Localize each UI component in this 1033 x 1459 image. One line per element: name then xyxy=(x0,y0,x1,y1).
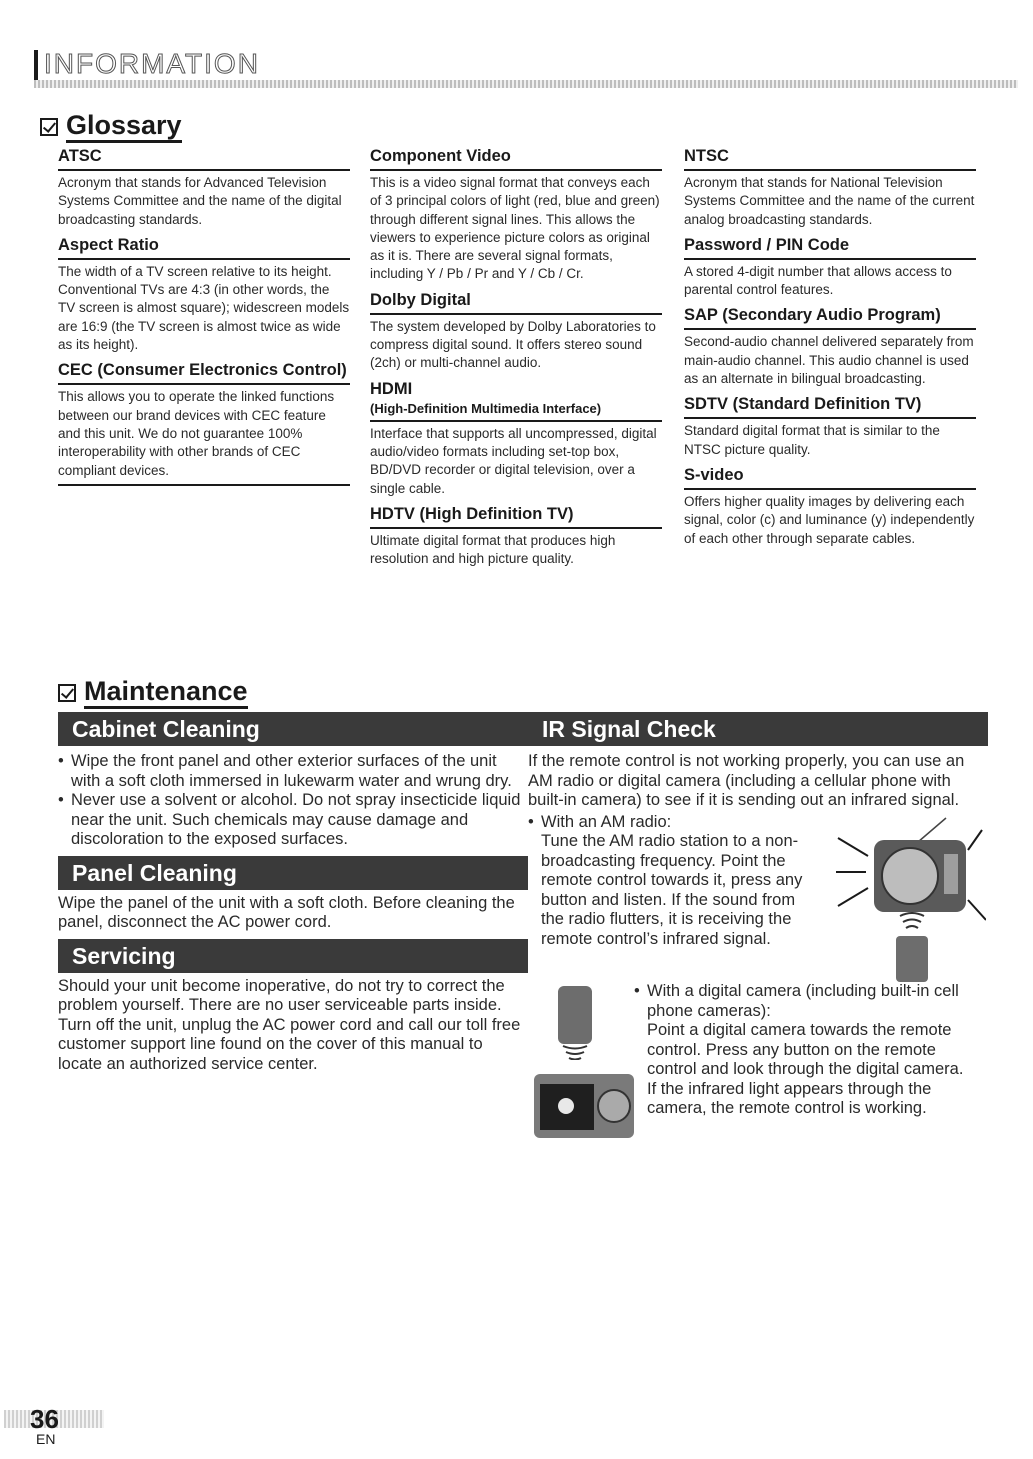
term-title: Aspect Ratio xyxy=(58,235,350,260)
page-number: 36 xyxy=(30,1404,59,1434)
term-title: ATSC xyxy=(58,146,350,171)
cabinet-cleaning-band: Cabinet Cleaning xyxy=(58,712,528,746)
remote-body-shape xyxy=(558,986,592,1044)
term-cec xyxy=(58,360,350,485)
panel-cleaning-text: Wipe the panel of the unit with a soft cloth. Before cleaning the panel, disconnect the AC power cord. xyxy=(58,893,515,931)
glossary-column-3 xyxy=(684,146,976,554)
radio-speaker-shape xyxy=(882,848,938,904)
term-component-video xyxy=(370,146,662,284)
term-description: Ultimate digital format that produces high resolution and high picture quality. xyxy=(370,532,616,567)
term-description: Standard digital format that is similar to the NTSC picture quality. xyxy=(684,423,940,457)
term-title: SAP (Secondary Audio Program) xyxy=(684,305,976,330)
ir-radio-text: Tune the AM radio station to a non-broadcasting frequency. Point the remote control towards it, press any button and listen. If the sound from the radio flutters, it is receiving the remote control’s infrared signal. xyxy=(541,832,803,948)
servicing-band: Servicing xyxy=(58,939,528,973)
term-aspect-ratio xyxy=(58,235,350,354)
maintenance-heading-text: Maintenance xyxy=(84,676,248,709)
servicing-text: Should your unit become inoperative, do not try to correct the problem yourself. There are no user serviceable parts inside. Turn off the unit, unplug the AC power cord and call our toll free customer support line found on the cover of this manual to locate an authorized service center. xyxy=(58,976,521,1073)
term-sap xyxy=(684,305,976,388)
remote-control-2-illustration xyxy=(550,984,600,1060)
ir-intro-text: If the remote control is not working properly, you can use an AM radio or digital camera (including a cellular phone with built-in camera) to see if it is sending out an infrared signal. xyxy=(528,752,965,809)
page-language: EN xyxy=(36,1431,56,1447)
term-title: Dolby Digital xyxy=(370,290,662,315)
sound-lines-left xyxy=(836,838,868,906)
section-title: INFORMATION xyxy=(44,48,260,79)
checkbox-icon xyxy=(58,684,76,702)
term-sdtv xyxy=(684,394,976,459)
term-description: A stored 4-digit number that allows access to parental control features. xyxy=(684,263,952,298)
ir-camera-block xyxy=(634,982,964,1119)
term-dolby-digital xyxy=(370,290,662,373)
term-title: HDTV (High Definition TV) xyxy=(370,504,662,529)
ir-waves xyxy=(563,1046,587,1060)
ir-waves xyxy=(900,913,924,928)
glossary-column-1 xyxy=(58,146,350,492)
section-rule xyxy=(34,80,1018,88)
maintenance-heading xyxy=(58,676,248,709)
term-ntsc xyxy=(684,146,976,229)
cabinet-cleaning-text xyxy=(58,752,528,850)
list-item: • Wipe the front panel and other exterior surfaces of the unit with a soft cloth immersed in lukewarm water and wrung dry. xyxy=(58,752,528,791)
remote-control-illustration xyxy=(890,912,934,984)
remote-body-shape xyxy=(896,936,928,982)
term-description: Acronym that stands for National Television Systems Committee and the name of the current analog broadcasting standards. xyxy=(684,175,975,227)
term-description: This is a video signal format that conveys each of 3 principal colors of light (red, blue and green) through different signal lines. This allows the viewers to experience picture colors as original as it is. There are several signal formats, including Y / Pb / Pr and Y / Cb / Cr. xyxy=(370,175,660,282)
checkbox-icon xyxy=(40,118,58,136)
term-s-video xyxy=(684,465,976,548)
term-description: This allows you to operate the linked functions between our brand devices with CEC feature and this unit. We do not guarantee 100% interoperability with other brands of CEC compliant devices. xyxy=(58,389,335,478)
antenna-line xyxy=(918,818,946,842)
term-end-rule xyxy=(58,480,350,486)
glossary-column-2 xyxy=(370,146,662,574)
camera-lens-shape xyxy=(598,1090,630,1122)
list-item: • Never use a solvent or alcohol. Do not spray insecticide liquid near the unit. Such chemicals may cause damage and discoloration to the exposed surfaces. xyxy=(58,791,528,850)
term-title: SDTV (Standard Definition TV) xyxy=(684,394,976,419)
term-description: Acronym that stands for Advanced Television Systems Committee and the name of the digital broadcasting standards. xyxy=(58,175,342,227)
section-bar xyxy=(34,50,38,82)
term-subtitle: (High-Definition Multimedia Interface) xyxy=(370,400,662,422)
term-title: Password / PIN Code xyxy=(684,235,976,260)
term-hdmi xyxy=(370,379,662,498)
list-item: • With a digital camera (including built-in cell phone cameras): xyxy=(634,982,964,1021)
camera-illustration xyxy=(532,1068,636,1140)
glossary-heading xyxy=(40,110,182,143)
ir-signal-check-band: IR Signal Check xyxy=(528,712,988,746)
term-description: The system developed by Dolby Laboratories to compress digital sound. It offers stereo sound (2ch) or multi-channel audio. xyxy=(370,318,656,371)
section-header xyxy=(28,44,1018,92)
list-item: • With an AM radio: xyxy=(528,813,818,833)
term-title: HDMI xyxy=(370,379,413,398)
term-hdtv xyxy=(370,504,662,569)
term-title: CEC (Consumer Electronics Control) xyxy=(58,360,350,385)
sound-lines-right xyxy=(968,830,986,920)
term-title: NTSC xyxy=(684,146,976,171)
term-description: Second-audio channel delivered separately from main-audio channel. This audio channel is used as an alternate in bilingual broadcasting. xyxy=(684,334,974,387)
term-password xyxy=(684,235,976,300)
glossary-heading-text: Glossary xyxy=(66,110,182,143)
radio-dial-shape xyxy=(944,854,958,894)
ir-light-shape xyxy=(558,1098,574,1114)
term-title: Component Video xyxy=(370,146,662,171)
term-description: Interface that supports all uncompressed, digital audio/video formats including set-top box, BD/DVD recorder or digital television, over a single cable. xyxy=(370,425,657,496)
ir-radio-block xyxy=(528,813,818,950)
term-atsc xyxy=(58,146,350,229)
term-description: The width of a TV screen relative to its height. Conventional TVs are 4:3 (in other words, the TV screen is almost square); widescreen models are 16:9 (the TV screen is almost twice as wide as its height). xyxy=(58,263,350,353)
ir-camera-text: Point a digital camera towards the remote control. Press any button on the remote control and look through the digital camera. If the infrared light appears through the camera, the remote control is working. xyxy=(647,1021,964,1117)
term-description: Offers higher quality images by delivering each signal, color (c) and luminance (y) independently of each other through separate cables. xyxy=(684,493,975,546)
term-title: S-video xyxy=(684,465,976,490)
panel-cleaning-band: Panel Cleaning xyxy=(58,856,528,890)
maintenance-left-column xyxy=(58,712,528,1074)
